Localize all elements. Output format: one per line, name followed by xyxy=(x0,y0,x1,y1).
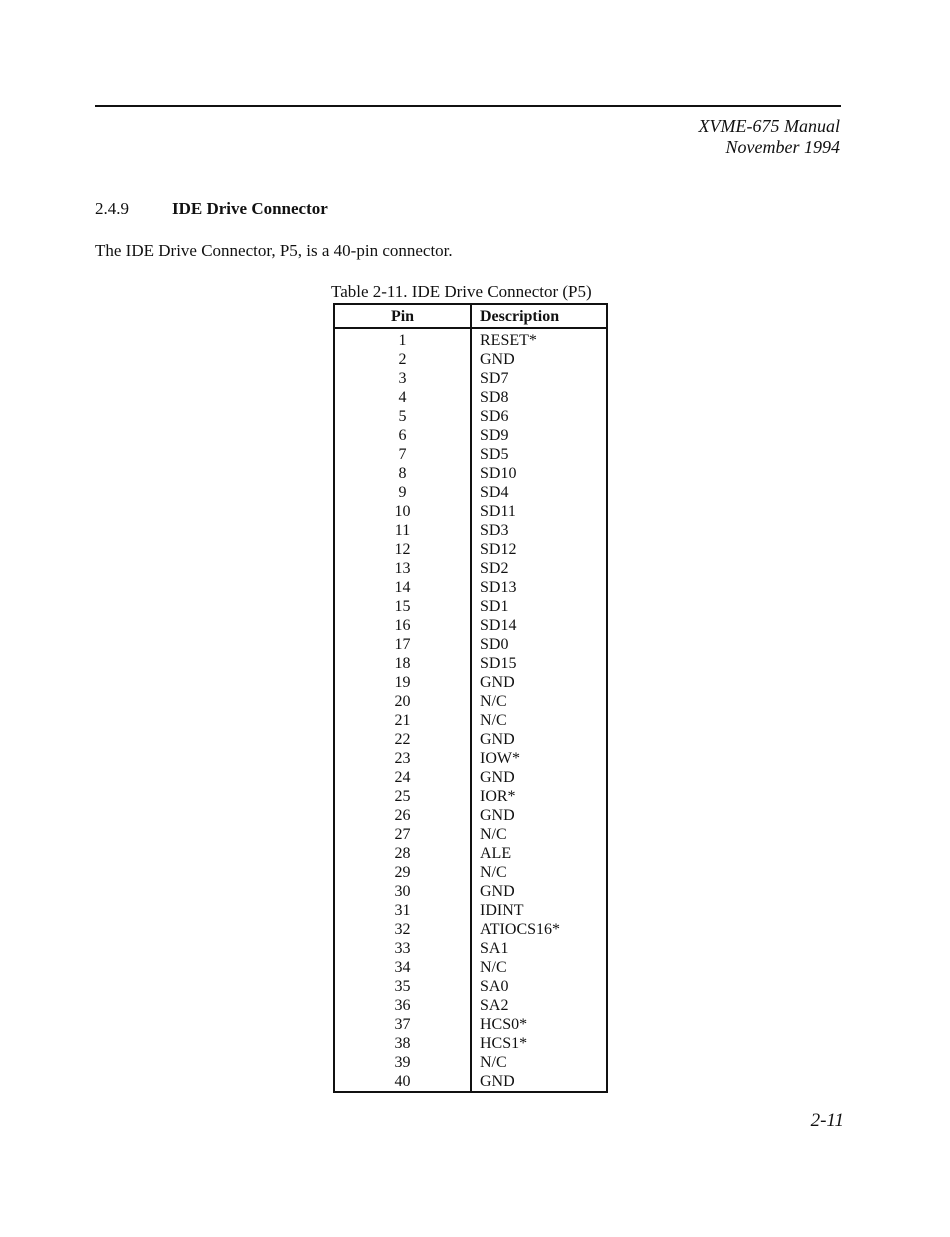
table-row xyxy=(334,768,607,787)
pin-table xyxy=(333,303,608,1093)
table-row xyxy=(334,787,607,806)
pin-description: GND xyxy=(480,351,515,368)
table-row xyxy=(334,692,607,711)
pin-description: IOR* xyxy=(480,788,516,805)
pin-number: 19 xyxy=(334,673,471,692)
pin-number: 20 xyxy=(334,692,471,711)
pin-number: 21 xyxy=(334,711,471,730)
pin-description: SD0 xyxy=(480,636,509,653)
table-row xyxy=(334,673,607,692)
pin-description: SD9 xyxy=(480,427,509,444)
table-row xyxy=(334,844,607,863)
table-row xyxy=(334,616,607,635)
table-row xyxy=(334,502,607,521)
pin-description: N/C xyxy=(480,712,507,729)
pin-number: 22 xyxy=(334,730,471,749)
pin-description: SA2 xyxy=(480,997,509,1014)
table-row xyxy=(334,540,607,559)
pin-description: SD6 xyxy=(480,408,509,425)
pin-description: N/C xyxy=(480,826,507,843)
pin-number: 38 xyxy=(334,1034,471,1053)
pin-number: 3 xyxy=(334,369,471,388)
table-row xyxy=(334,426,607,445)
section-number: 2.4.9 xyxy=(95,199,129,218)
table-row xyxy=(334,1072,607,1092)
pin-number: 18 xyxy=(334,654,471,673)
intro-paragraph: The IDE Drive Connector, P5, is a 40-pin connector. xyxy=(95,241,453,260)
pin-number: 16 xyxy=(334,616,471,635)
pin-number: 2 xyxy=(334,350,471,369)
pin-description: GND xyxy=(480,674,515,691)
manual-date: November 1994 xyxy=(725,137,840,157)
pin-number: 34 xyxy=(334,958,471,977)
table-row xyxy=(334,806,607,825)
table-row xyxy=(334,464,607,483)
pin-number: 10 xyxy=(334,502,471,521)
pin-description: N/C xyxy=(480,693,507,710)
pin-description: SD15 xyxy=(480,655,517,672)
pin-description: GND xyxy=(480,1073,515,1090)
table-row xyxy=(334,350,607,369)
pin-description: ALE xyxy=(480,845,512,862)
pin-number: 37 xyxy=(334,1015,471,1034)
pin-description: GND xyxy=(480,807,515,824)
table-row xyxy=(334,407,607,426)
pin-number: 33 xyxy=(334,939,471,958)
pin-description: SD3 xyxy=(480,522,509,539)
pin-number: 40 xyxy=(334,1072,471,1092)
table-row xyxy=(334,597,607,616)
pin-number: 30 xyxy=(334,882,471,901)
pin-description: SD11 xyxy=(480,503,516,520)
pin-number: 9 xyxy=(334,483,471,502)
table-row xyxy=(334,882,607,901)
pin-description: SA0 xyxy=(480,978,509,995)
pin-number: 4 xyxy=(334,388,471,407)
pin-number: 15 xyxy=(334,597,471,616)
page-number: 2-11 xyxy=(810,1110,844,1131)
pin-number: 11 xyxy=(334,521,471,540)
table-row xyxy=(334,977,607,996)
pin-number: 24 xyxy=(334,768,471,787)
table-row xyxy=(334,388,607,407)
pin-number: 35 xyxy=(334,977,471,996)
pin-description: SD10 xyxy=(480,465,517,482)
pin-description: SD14 xyxy=(480,617,517,634)
table-row xyxy=(334,749,607,768)
pin-description: ATIOCS16* xyxy=(480,921,561,938)
table-row xyxy=(334,1034,607,1053)
pin-description: SD7 xyxy=(480,370,509,387)
pin-description: SD12 xyxy=(480,541,517,558)
pin-number: 26 xyxy=(334,806,471,825)
pin-number: 14 xyxy=(334,578,471,597)
pin-description: N/C xyxy=(480,864,507,881)
pin-number: 29 xyxy=(334,863,471,882)
pin-description: N/C xyxy=(480,1054,507,1071)
table-row xyxy=(334,711,607,730)
pin-description: RESET* xyxy=(480,332,537,349)
table-row xyxy=(334,328,607,350)
pin-number: 27 xyxy=(334,825,471,844)
table-row xyxy=(334,369,607,388)
pin-description: GND xyxy=(480,769,515,786)
table-row xyxy=(334,825,607,844)
pin-number: 36 xyxy=(334,996,471,1015)
pin-number: 23 xyxy=(334,749,471,768)
table-row xyxy=(334,863,607,882)
pin-number: 12 xyxy=(334,540,471,559)
table-row xyxy=(334,521,607,540)
pin-description: SD2 xyxy=(480,560,509,577)
table-row xyxy=(334,996,607,1015)
pin-number: 13 xyxy=(334,559,471,578)
table-row xyxy=(334,939,607,958)
pin-description: SA1 xyxy=(480,940,509,957)
pin-description: IDINT xyxy=(480,902,524,919)
pin-description: SD5 xyxy=(480,446,509,463)
pin-number: 6 xyxy=(334,426,471,445)
pin-description: SD13 xyxy=(480,579,517,596)
table-row xyxy=(334,578,607,597)
pin-number: 31 xyxy=(334,901,471,920)
table-row xyxy=(334,1015,607,1034)
header-rule xyxy=(95,105,841,107)
table-row xyxy=(334,1053,607,1072)
pin-number: 8 xyxy=(334,464,471,483)
table-row xyxy=(334,901,607,920)
manual-title: XVME-675 Manual xyxy=(698,116,840,136)
section-title: IDE Drive Connector xyxy=(172,199,328,218)
table-row xyxy=(334,958,607,977)
table-row xyxy=(334,483,607,502)
table-caption: Table 2-11. IDE Drive Connector (P5) xyxy=(331,282,592,301)
column-header-description: Description xyxy=(471,304,607,328)
pin-description: GND xyxy=(480,883,515,900)
pin-table-body xyxy=(334,328,607,1092)
pin-description: HCS0* xyxy=(480,1016,528,1033)
pin-description: IOW* xyxy=(480,750,520,767)
table-row xyxy=(334,559,607,578)
pin-number: 28 xyxy=(334,844,471,863)
section-heading xyxy=(95,199,328,219)
pin-number: 39 xyxy=(334,1053,471,1072)
pin-description: SD8 xyxy=(480,389,509,406)
table-row xyxy=(334,635,607,654)
table-row xyxy=(334,654,607,673)
pin-number: 5 xyxy=(334,407,471,426)
pin-description: SD1 xyxy=(480,598,509,615)
pin-description: SD4 xyxy=(480,484,509,501)
pin-number: 7 xyxy=(334,445,471,464)
table-row xyxy=(334,445,607,464)
pin-number: 32 xyxy=(334,920,471,939)
table-row xyxy=(334,730,607,749)
table-row xyxy=(334,920,607,939)
pin-number: 1 xyxy=(334,328,471,350)
pin-number: 25 xyxy=(334,787,471,806)
pin-description: GND xyxy=(480,731,515,748)
column-header-pin: Pin xyxy=(334,304,471,328)
table-header-row xyxy=(334,304,607,328)
pin-description: N/C xyxy=(480,959,507,976)
pin-number: 17 xyxy=(334,635,471,654)
pin-description: HCS1* xyxy=(480,1035,528,1052)
